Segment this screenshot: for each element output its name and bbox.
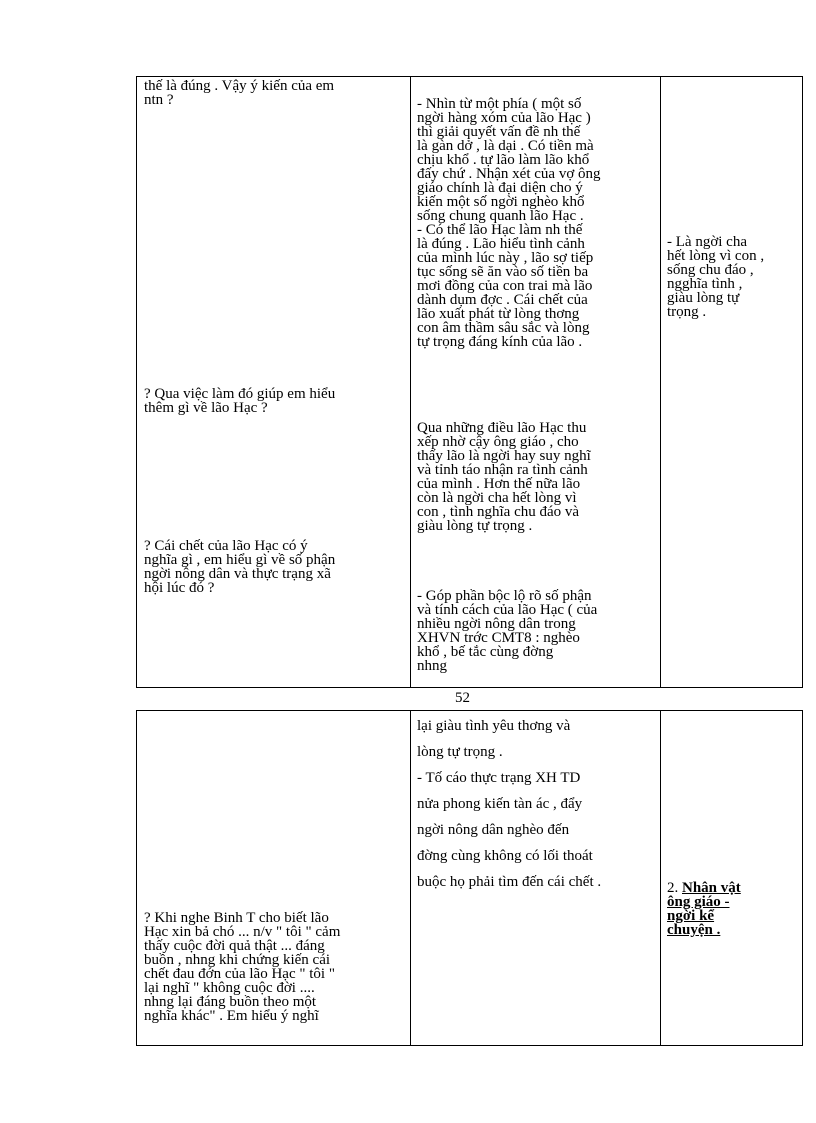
column-divider [410, 77, 411, 687]
answer-social-critique: lại giàu tình yêu thơng và lòng tự trọng . - Tố cáo thực trạng XH TD nửa phong kiến tàn ác , đẩy ngời nông dân nghèo đến đờng cùng không có lối thoát buộc họ phải tìm đến cái chết . [417, 718, 602, 890]
column-divider [660, 711, 661, 1045]
table-page-bottom [136, 710, 803, 1046]
section-heading-number: 2. [667, 880, 682, 896]
question-narrator-feeling: ? Khi nghe Binh T cho biết lão Hạc xin bả chó ... n/v " tôi " cảm thấy cuộc đời quả thật ... đáng buồn , nhng khi chứng kiến cái chết đau đớn của lão Hạc " tôi " lại nghĩ " không cuộc đời .... nhng lại đáng buồn theo một nghĩa khác" . Em hiểu ý nghĩ [144, 910, 341, 1024]
answer-lao-hac-character: Qua những điều lão Hạc thu xếp nhờ cậy ông giáo , cho thấy lão là ngời hay suy nghĩ và tỉnh táo nhận ra tình cảnh của mình . Hơn thế nữa lão còn là ngời cha hết lòng vì con , tình nghĩa chu đáo và giàu lòng tự trọng . [417, 420, 591, 534]
summary-note: - Là ngời cha hết lòng vì con , sống chu đáo , ngghĩa tình , giàu lòng tự trọng . [667, 234, 765, 320]
question-opinion: thế là đúng . Vậy ý kiến của em ntn ? [144, 78, 335, 108]
question-meaning-of-death: ? Cái chết của lão Hạc có ý nghĩa gì , em hiểu gì về số phận ngời nông dân và thực trạng xã hội lúc đó ? [144, 538, 336, 596]
page-number: 52 [455, 690, 470, 706]
table-page-top [136, 76, 803, 688]
answer-fate-of-peasants: - Góp phần bộc lộ rõ số phận và tính cách của lão Hạc ( của nhiều ngời nông dân trong XHVN trớc CMT8 : nghèo khổ , bế tắc cùng đờng nhng [417, 588, 598, 674]
question-understanding: ? Qua việc làm đó giúp em hiểu thêm gì về lão Hạc ? [144, 386, 336, 416]
column-divider [660, 77, 661, 687]
answer-neighbor-view: - Nhìn từ một phía ( một số ngời hàng xóm của lão Hạc ) thì giải quyết vấn đề nh thế là gàn dở , là dại . Có tiền mà chịu khổ . tự lão làm lão khổ đấy chứ . Nhận xét của vợ ông giáo chính là đại diện cho ý kiến một số ngời nghèo khổ sống chung quanh lão Hạc . - Có thể lão Hạc làm nh thế là đúng . Lão hiểu tình cảnh của mình lúc này , lão sợ tiếp tục sống sẽ ăn vào số tiền ba mơi đồng của con trai mà lão dành dụm đợc . Cái chết của lão xuất phát từ lòng thơng con âm thầm sâu sắc và lòng tự trọng đáng kính của lão . [417, 96, 601, 350]
section-heading [667, 881, 801, 937]
section-heading-title: Nhân vật ông giáo - ngời kể chuyện . [667, 880, 741, 938]
column-divider [410, 711, 411, 1045]
